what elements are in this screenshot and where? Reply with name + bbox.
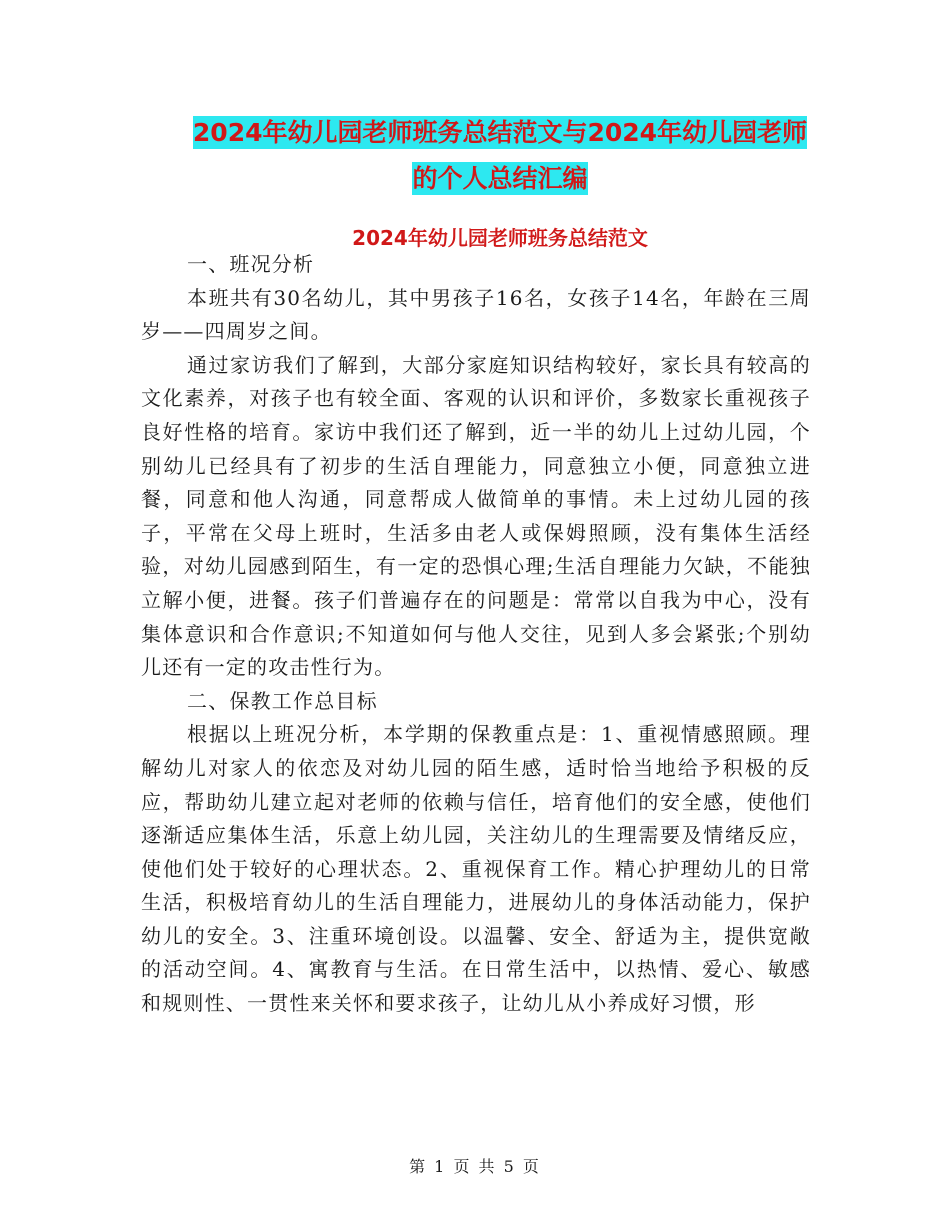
page-footer: 第 1 页 共 5 页 xyxy=(409,1157,541,1176)
document-body xyxy=(141,248,811,1021)
document-title-line-1: 2024年幼儿园老师班务总结范文与2024年幼儿园老师 xyxy=(192,118,808,147)
section-heading-1: 一、班况分析 xyxy=(187,252,315,276)
paragraph-teaching-goals: 根据以上班况分析，本学期的保教重点是：1、重视情感照顾。理解幼儿对家人的依恋及对幼儿园的陌生感，适时恰当地给予积极的反应，帮助幼儿建立起对老师的依赖与信任，培育他们的安全感，使他们逐渐适应集体生活，乐意上幼儿园，关注幼儿的生理需要及情绪反应，使他们处于较好的心理状态。2、重视保育工作。精心护理幼儿的日常生活，积极培育幼儿的生活自理能力，进展幼儿的身体活动能力，保护幼儿的安全。3、注重环境创设。以温馨、安全、舒适为主，提供宽敞的活动空间。4、寓教育与生活。在日常生活中，以热情、爱心、敏感和规则性、一贯性来关怀和要求孩子，让幼儿从小养成好习惯，形 xyxy=(141,722,811,1016)
paragraph-class-overview: 本班共有30名幼儿，其中男孩子16名，女孩子14名，年龄在三周岁——四周岁之间。 xyxy=(141,285,811,344)
document-title-line-2: 的个人总结汇编 xyxy=(412,164,588,193)
section-heading-2: 二、保教工作总目标 xyxy=(187,688,378,713)
section-title: 2024年幼儿园老师班务总结范文 xyxy=(352,226,648,250)
paragraph-home-visit: 通过家访我们了解到，大部分家庭知识结构较好，家长具有较高的文化素养，对孩子也有较全面、客观的认识和评价，多数家长重视孩子良好性格的培育。家访中我们还了解到，近一半的幼儿上过幼儿园，个别幼儿已经具有了初步的生活自理能力，同意独立小便，同意独立进餐，同意和他人沟通，同意帮成人做简单的事情。未上过幼儿园的孩子，平常在父母上班时，生活多由老人或保姆照顾，没有集体生活经验，对幼儿园感到陌生，有一定的恐惧心理;生活自理能力欠缺，不能独立解小便，进餐。孩子们普遍存在的问题是：常常以自我为中心，没有集体意识和合作意识;不知道如何与他人交往，见到人多会紧张;个别幼儿还有一定的攻击性行为。 xyxy=(141,352,811,680)
document-title xyxy=(140,110,860,202)
